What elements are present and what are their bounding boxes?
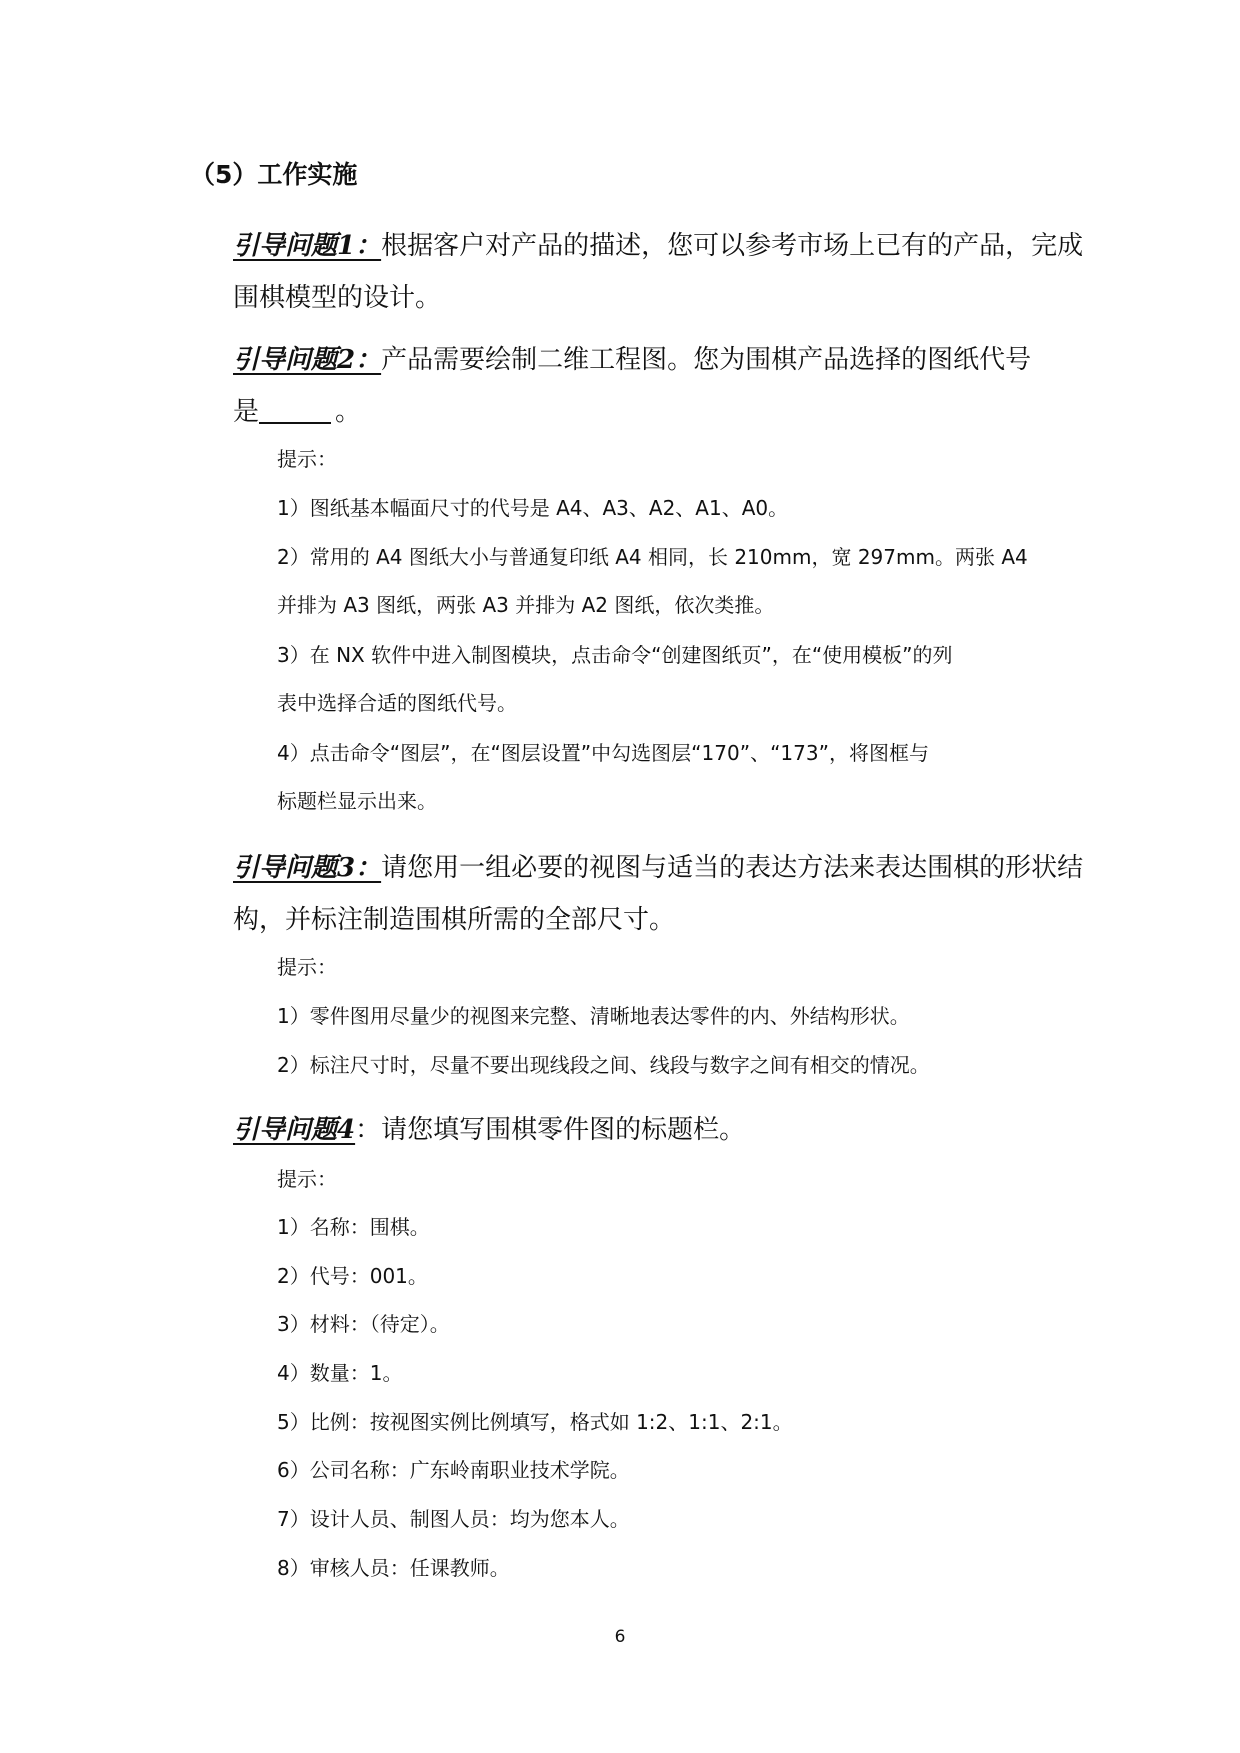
hint-item: 3）材料：（待定）。 — [277, 1312, 450, 1336]
hint-item: 1）名称：围棋。 — [277, 1215, 430, 1239]
hint-item: 4）点击命令“图层”，在“图层设置”中勾选图层“170”、“173”，将图框与 — [277, 741, 929, 765]
hint-item: 标题栏显示出来。 — [277, 789, 437, 813]
question-2-suffix: 。 — [335, 397, 362, 427]
hint-item: 4）数量：1。 — [277, 1361, 403, 1385]
hint-item: 8）审核人员：任课教师。 — [277, 1556, 510, 1580]
hint-label: 提示： — [277, 1167, 337, 1191]
question-3-label: 引导问题3： — [233, 853, 382, 883]
question-3-line-1 — [233, 850, 1084, 886]
question-2-text: 产品需要绘制二维工程图。您为围棋产品选择的图纸代号 — [381, 345, 1032, 375]
hint-item: 并排为 A3 图纸，两张 A3 并排为 A2 图纸，依次类推。 — [277, 593, 775, 617]
question-4-line-1 — [233, 1112, 1063, 1148]
hint-item: 5）比例：按视图实例比例填写，格式如 1:2、1:1、2:1。 — [277, 1410, 793, 1434]
section-title: （5）工作实施 — [190, 160, 358, 189]
question-1-line-1 — [233, 228, 1084, 264]
hint-item: 2）常用的 A4 图纸大小与普通复印纸 A4 相同，长 210mm，宽 297mm。两张 A4 — [277, 545, 1028, 569]
question-1-label: 引导问题1： — [233, 231, 382, 261]
question-4-text: 请您填写围棋零件图的标题栏。 — [381, 1115, 746, 1145]
question-2-prefix: 是 — [233, 397, 260, 427]
answer-blank[interactable] — [259, 396, 331, 424]
question-1-text: 根据客户对产品的描述，您可以参考市场上已有的产品，完成 — [381, 231, 1084, 261]
hint-item: 6）公司名称：广东岭南职业技术学院。 — [277, 1458, 630, 1482]
question-2-label: 引导问题2： — [233, 345, 382, 375]
question-3-line-2: 构，并标注制造围棋所需的全部尺寸。 — [233, 905, 676, 935]
question-4-colon: ： — [355, 1115, 382, 1145]
hint-item: 1）图纸基本幅面尺寸的代号是 A4、A3、A2、A1、A0。 — [277, 496, 789, 520]
hint-item: 表中选择合适的图纸代号。 — [277, 691, 517, 715]
hint-label: 提示： — [277, 955, 337, 979]
question-4-label: 引导问题4 — [233, 1115, 356, 1145]
hint-item: 2）代号：001。 — [277, 1264, 428, 1288]
hint-item: 7）设计人员、制图人员：均为您本人。 — [277, 1507, 630, 1531]
question-2-line-1 — [233, 342, 1063, 378]
hint-item: 1）零件图用尽量少的视图来完整、清晰地表达零件的内、外结构形状。 — [277, 1004, 910, 1028]
question-3-text: 请您用一组必要的视图与适当的表达方法来表达围棋的形状结 — [381, 853, 1084, 883]
hint-item: 2）标注尺寸时，尽量不要出现线段之间、线段与数字之间有相交的情况。 — [277, 1053, 930, 1077]
hint-label: 提示： — [277, 447, 337, 471]
question-1-line-2: 围棋模型的设计。 — [233, 283, 442, 313]
hint-item: 3）在 NX 软件中进入制图模块，点击命令“创建图纸页”，在“使用模板”的列 — [277, 643, 953, 667]
question-2-line-2 — [233, 394, 361, 430]
page-number: 6 — [614, 1627, 626, 1647]
